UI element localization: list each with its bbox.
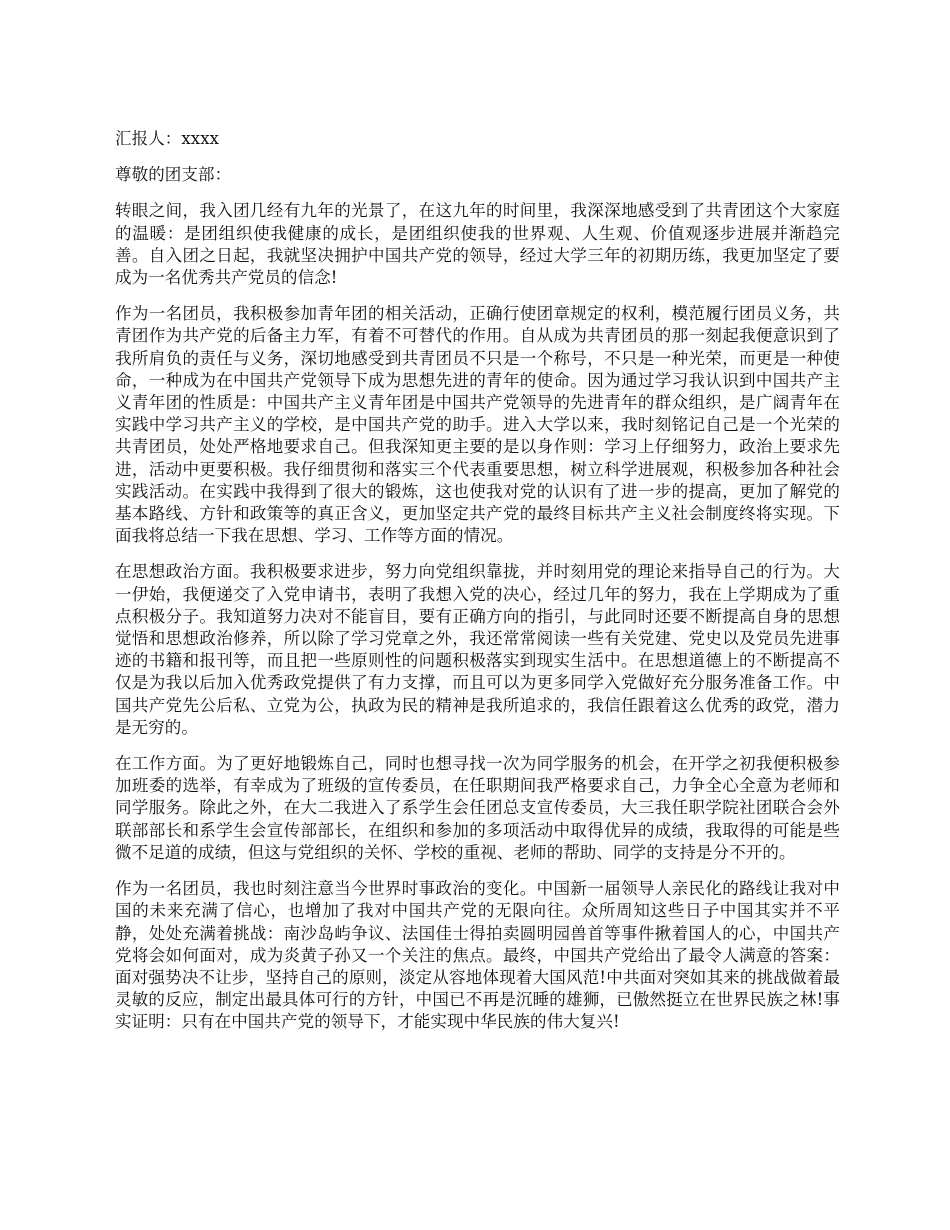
paragraph-work: 在工作方面。为了更好地锻炼自己，同时也想寻找一次为同学服务的机会，在开学之初我便积极参加班委的选举，有幸成为了班级的宣传委员，在任职期间我严格要求自己，力争全心全意为老师和同学服务。除此之外，在大二我进入了系学生会任团总支宣传委员，大三我任职学院社团联合会外联部部长和系学生会宣传部部长，在组织和参加的多项活动中取得优异的成绩，我取得的可能是些微不足道的成绩，但这与党组织的关怀、学校的重视、老师的帮助、同学的支持是分不开的。 (115, 754, 840, 862)
paragraph-ideology: 在思想政治方面。我积极要求进步，努力向党组织靠拢，并时刻用党的理论来指导自己的行为。大一伊始，我便递交了入党申请书，表明了我想入党的决心，经过几年的努力，我在上学期成为了重点积极分子。我知道努力决对不能盲目，要有正确方向的指引，与此同时还要不断提高自身的思想觉悟和思想政治修养，所以除了学习党章之外，我还常常阅读一些有关党建、党史以及党员先进事迹的书籍和报刊等，而且把一些原则性的问题积极落实到现实生活中。在思想道德上的不断提高不仅是为我以后加入优秀政党提供了有力支撑，而且可以为更多同学入党做好充分服务准备工作。中国共产党先公后私、立党为公，执政为民的精神是我所追求的，我信任跟着这么优秀的政党，潜力是无穷的。 (115, 562, 840, 737)
paragraph-current-affairs: 作为一名团员，我也时刻注意当今世界时事政治的变化。中国新一届领导人亲民化的路线让我对中国的未来充满了信心，也增加了我对中国共产党的无限向往。众所周知这些日子中国其实并不平静，处处充满着挑战：南沙岛屿争议、法国佳士得拍卖圆明园兽首等事件揪着国人的心，中国共产党将会如何面对，成为炎黄子孙又一个关注的焦点。最终，中国共产党给出了最令人满意的答案：面对强势决不让步，坚持自己的原则，淡定从容地体现着大国风范!中共面对突如其来的挑战做着最灵敏的反应，制定出最具体可行的方针，中国已不再是沉睡的雄狮，已傲然挺立在世界民族之林!事实证明：只有在中国共产党的领导下，才能实现中华民族的伟大复兴! (115, 879, 840, 1032)
paragraph-intro: 转眼之间，我入团几经有九年的光景了，在这九年的时间里，我深深地感受到了共青团这个大家庭的温暖：是团组织使我健康的成长，是团组织使我的世界观、人生观、价值观逐步进展并渐趋完善。自入团之日起，我就坚决拥护中国共产党的领导，经过大学三年的初期历练，我更加坚定了要成为一名优秀共产党员的信念! (115, 201, 840, 288)
reporter-line: 汇报人：xxxx (115, 129, 220, 148)
paragraph-league-member: 作为一名团员，我积极参加青年团的相关活动，正确行使团章规定的权利，模范履行团员义务，共青团作为共产党的后备主力军，有着不可替代的作用。自从成为共青团员的那一刻起我便意识到了我所肩负的责任与义务，深切地感受到共青团员不只是一个称号，不只是一种光荣，而更是一种使命，一种成为在中国共产党领导下成为思想先进的青年的使命。因为通过学习我认识到中国共产主义青年团的性质是：中国共产主义青年团是中国共产党领导的先进青年的群众组织，是广阔青年在实践中学习共产主义的学校，是中国共产党的助手。进入大学以来，我时刻铭记自己是一个光荣的共青团员，处处严格地要求自己。但我深知更主要的是以身作则：学习上仔细努力，政治上要求先进，活动中更要积极。我仔细贯彻和落实三个代表重要思想，树立科学进展观，积极参加各种社会实践活动。在实践中我得到了很大的锻炼，这也使我对党的认识有了进一步的提高，更加了解党的基本路线、方针和政策等的真正含义，更加坚定共产党的最终目标共产主义社会制度终将实现。下面我将总结一下我在思想、学习、工作等方面的情况。 (115, 304, 840, 546)
document-body (115, 128, 840, 1048)
salutation: 尊敬的团支部： (115, 165, 232, 185)
